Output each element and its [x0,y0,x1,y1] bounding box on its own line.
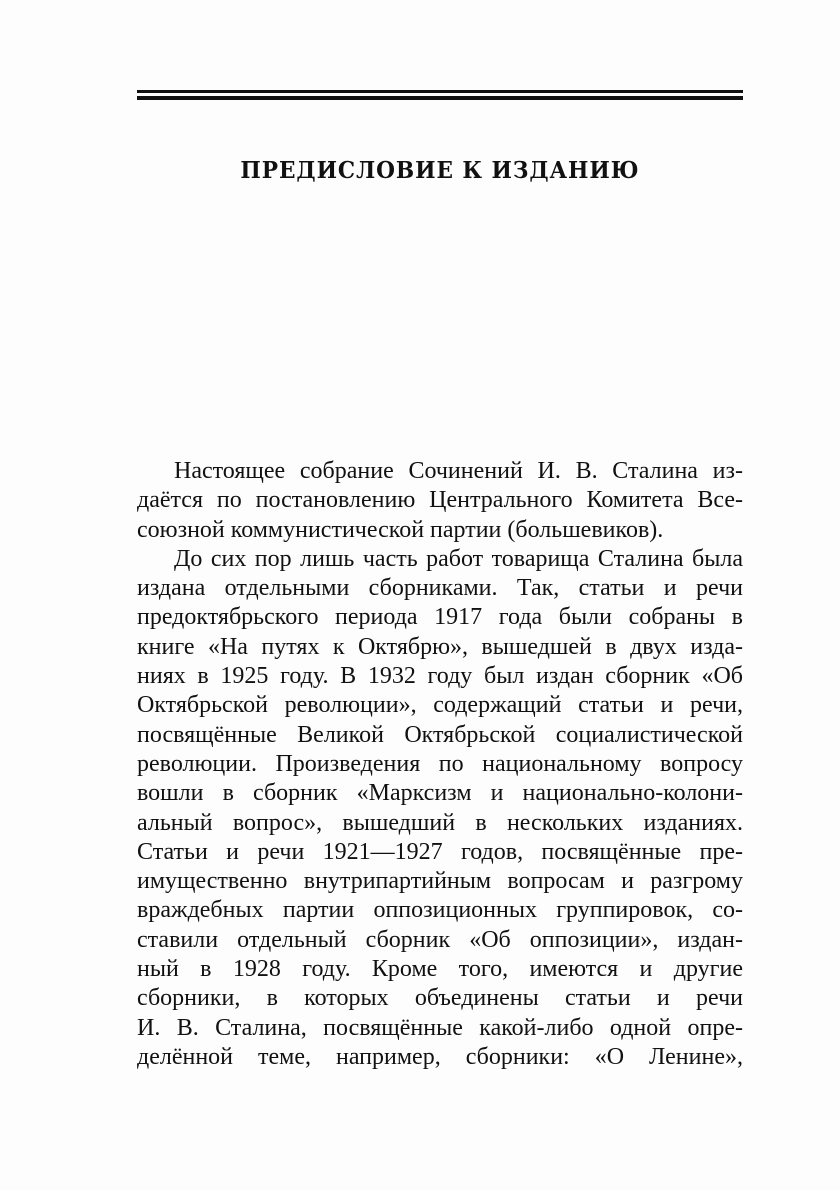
text-line: альный вопрос», вышедший в нескольких изданиях. [137,809,743,836]
text-line: Октябрьской революции», содержащий статьи и речи, [137,692,743,719]
text-line: Настоящее собрание Сочинений И. В. Сталина из- [174,458,743,484]
page-title: ПРЕДИСЛОВИЕ К ИЗДАНИЮ [240,157,640,184]
text-line: сборники, в которых объединены статьи и речи [137,985,743,1012]
text-line: До сих пор лишь часть работ товарища Сталина была [174,545,743,572]
text-line: посвящённые Великой Октябрьской социалистической [137,721,743,748]
text-line: враждебных партии оппозиционных группировок, со- [137,897,743,924]
body-text [137,457,743,1072]
text-line: делённой теме, например, сборники: «О Ленине», [137,1043,743,1070]
text-line: ставили отдельный сборник «Об оппозиции», издан- [137,926,743,953]
header-rule-thin [137,90,743,93]
text-line: революции. Произведения по национальному вопросу [137,750,743,777]
text-line: союзной коммунистической партии (большевиков). [137,516,664,543]
text-line: ный в 1928 году. Кроме того, имеются и другие [137,956,743,983]
paragraph-2 [137,545,743,1072]
text-line: ниях в 1925 году. В 1932 году был издан сборник «Об [137,663,743,690]
text-line: книге «На путях к Октябрю», вышедшей в двух изда- [137,633,743,660]
text-line: вошли в сборник «Марксизм и национально-колони- [137,780,743,807]
text-line: даётся по постановлению Центрального Комитета Все- [137,487,743,514]
text-line: И. В. Сталина, посвящённые какой-либо одной опре- [137,1014,743,1041]
text-line: Статьи и речи 1921—1927 годов, посвящённые пре- [137,838,743,865]
text-line: имущественно внутрипартийным вопросам и разгрому [137,868,743,895]
paragraph-1 [137,457,743,545]
text-line: предоктябрьского периода 1917 года были собраны в [137,604,743,631]
text-line: издана отдельными сборниками. Так, статьи и речи [137,575,743,602]
header-rule-thick [137,96,743,100]
